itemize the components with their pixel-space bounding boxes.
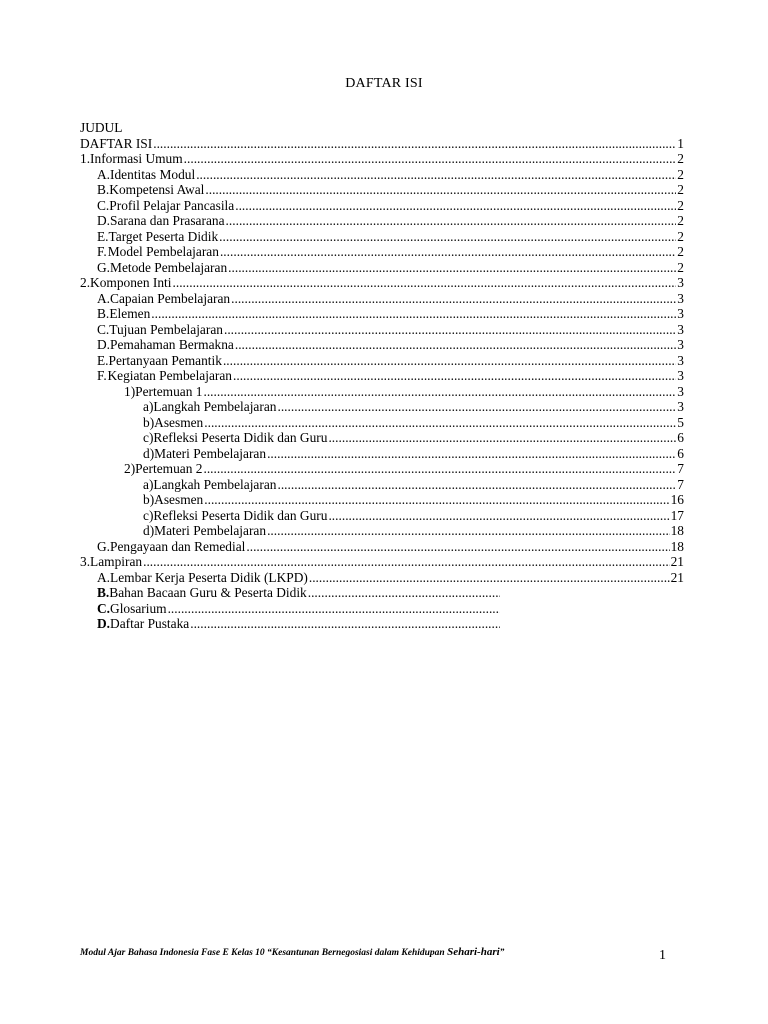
toc-dot-leader <box>204 415 676 431</box>
toc-entry <box>80 136 684 152</box>
footer-note <box>80 946 504 958</box>
toc-entry-marker: A. <box>97 166 111 182</box>
toc-entry <box>80 275 684 291</box>
toc-entry-label: Capaian Pembelajaran <box>110 290 231 306</box>
toc-entry-marker: a) <box>143 476 154 492</box>
toc-entry-marker: C. <box>97 321 110 337</box>
toc-dot-leader <box>231 291 676 307</box>
footer-text: Modul Ajar Bahasa Indonesia Fase E Kelas 10 “Kesantunan Bernegosiasi dalam Kehidupan <box>80 948 448 958</box>
toc-entry <box>80 260 684 276</box>
toc-entry <box>80 539 684 555</box>
toc-entry-label: Model Pembelajaran <box>107 244 219 259</box>
toc-entry-marker: b) <box>143 414 155 430</box>
toc-entry-label: Bahan Bacaan Guru & Peserta Didik <box>109 585 307 600</box>
toc-entry-page: 21 <box>670 569 684 585</box>
toc-entry-label: Pertemuan 2 <box>135 461 203 476</box>
toc-entry-marker: 2) <box>124 461 136 476</box>
toc-entry <box>80 151 684 167</box>
toc-entry-page: 3 <box>677 383 684 399</box>
toc-entry-marker: c) <box>143 507 154 523</box>
toc-entry-label: Refleksi Peserta Didik dan Guru <box>153 430 328 445</box>
toc-dot-leader <box>267 446 676 462</box>
toc-entry-marker: F. <box>97 368 107 383</box>
toc-dot-leader <box>190 616 500 632</box>
toc-entry-label: Target Peserta Didik <box>108 228 219 244</box>
toc-entry-page: 2 <box>677 151 684 166</box>
toc-entry-page: 2 <box>677 182 684 197</box>
toc-entry <box>80 244 684 260</box>
toc-entry-marker: D. <box>97 337 111 352</box>
toc-dot-leader <box>196 167 676 183</box>
toc-entry-marker: C. <box>97 600 111 616</box>
toc-entry-marker: E. <box>97 352 109 368</box>
toc-dot-leader <box>203 384 676 400</box>
toc-dot-leader <box>228 260 676 276</box>
toc-entry <box>80 291 684 307</box>
toc-dot-leader <box>235 337 676 353</box>
toc-entry-marker: c) <box>143 430 154 445</box>
toc-entry-marker: A. <box>97 569 111 585</box>
toc-dot-leader <box>220 244 676 260</box>
toc-entry-marker: 1) <box>124 383 136 399</box>
toc-entry-page: 1 <box>677 135 684 151</box>
toc-entry-page: 2 <box>677 228 684 244</box>
toc-entry <box>80 306 684 322</box>
toc-entry-label: JUDUL <box>80 120 123 135</box>
toc-entry <box>80 182 684 198</box>
toc-entry <box>80 616 501 632</box>
page-title: DAFTAR ISI <box>345 76 423 91</box>
toc-entry-marker: G. <box>97 259 111 275</box>
toc-entry <box>80 368 684 384</box>
toc-entry-label: Materi Pembelajaran <box>154 445 267 461</box>
toc-dot-leader <box>267 523 670 539</box>
toc-dot-leader <box>226 213 677 229</box>
toc-entry-label: Komponen Inti <box>90 275 172 290</box>
toc-dot-leader <box>309 570 670 586</box>
toc-entry-page: 18 <box>670 538 684 554</box>
toc-entry <box>80 554 684 570</box>
toc-entry <box>80 508 684 524</box>
toc-dot-leader <box>168 601 500 617</box>
toc-entry-label: Kompetensi Awal <box>109 182 205 197</box>
toc-entry-label: Lampiran <box>90 554 143 569</box>
toc-dot-leader <box>235 198 676 214</box>
toc-entry <box>80 384 684 400</box>
toc-entry-page: 16 <box>670 492 684 507</box>
toc-entry-page: 3 <box>677 368 684 383</box>
toc-entry-marker: C. <box>97 197 110 213</box>
toc-entry-page: 21 <box>670 554 684 569</box>
page-number: 1 <box>659 948 666 963</box>
toc-entry <box>80 446 684 462</box>
toc-entry-marker: D. <box>97 616 111 631</box>
toc-entry-label: Glosarium <box>110 600 167 616</box>
toc-entry-page: 6 <box>677 445 684 461</box>
toc-dot-leader <box>203 461 676 477</box>
toc-entry-label: Identitas Modul <box>110 166 196 182</box>
toc-entry <box>80 570 684 586</box>
toc-entry-marker: G. <box>97 538 111 554</box>
toc-entry-page: 3 <box>677 290 684 306</box>
toc-entry-label: Sarana dan Prasarana <box>110 213 225 228</box>
toc-entry-page: 2 <box>677 197 684 213</box>
toc-entry-page: 3 <box>677 321 684 337</box>
toc-entry-page: 3 <box>677 306 684 321</box>
toc-entry <box>80 353 684 369</box>
toc-entry-label: Daftar Pustaka <box>110 616 190 631</box>
toc-entry-page: 7 <box>677 476 684 492</box>
toc-entry-label: Asesmen <box>154 414 204 430</box>
toc-entry-label: Kegiatan Pembelajaran <box>107 368 233 383</box>
toc-entry-label: Asesmen <box>154 492 204 507</box>
toc-dot-leader <box>151 306 676 322</box>
toc-dot-leader <box>205 182 676 198</box>
toc-dot-leader <box>173 275 677 291</box>
toc-dot-leader <box>143 554 670 570</box>
toc-dot-leader <box>277 477 676 493</box>
toc-entry <box>80 430 684 446</box>
toc-entry-page: 3 <box>677 275 684 290</box>
toc-entry-label: Profil Pelajar Pancasila <box>109 197 235 213</box>
toc-entry <box>80 585 501 601</box>
toc-entry-label: Tujuan Pembelajaran <box>109 321 223 337</box>
toc-dot-leader <box>308 585 500 601</box>
toc-dot-leader <box>246 539 669 555</box>
footer-text-emphasis: Sehari-hari <box>447 946 500 958</box>
toc-entry <box>80 415 684 431</box>
toc-entry-marker: 3. <box>80 554 91 569</box>
toc-entry-page: 6 <box>677 430 684 445</box>
toc-entry-label: Refleksi Peserta Didik dan Guru <box>153 507 328 523</box>
toc-entry-page: 18 <box>670 523 684 538</box>
toc-dot-leader <box>328 430 676 446</box>
toc-entry <box>80 399 684 415</box>
toc-entry-label: Metode Pembelajaran <box>110 259 228 275</box>
toc-entry-label: Lembar Kerja Peserta Didik (LKPD) <box>110 569 308 585</box>
toc-entry-marker: D. <box>97 213 111 228</box>
toc-dot-leader <box>153 136 676 152</box>
toc-entry-label: DAFTAR ISI <box>80 135 153 151</box>
toc-entry <box>80 167 684 183</box>
toc-dot-leader <box>184 151 677 167</box>
toc-entry-marker: b) <box>143 492 155 507</box>
toc-entry <box>80 120 684 136</box>
toc-entry-label: Pertanyaan Pemantik <box>108 352 222 368</box>
toc-entry-page: 5 <box>677 414 684 430</box>
toc-entry-marker: B. <box>97 182 110 197</box>
toc-entry <box>80 198 684 214</box>
toc-entry-label: Pertemuan 1 <box>135 383 203 399</box>
toc-dot-leader <box>223 353 676 369</box>
toc-entry-marker: 2. <box>80 275 91 290</box>
toc-entry-page: 2 <box>677 213 684 228</box>
toc-entry-label: Pemahaman Bermakna <box>110 337 234 352</box>
toc-entry-page: 7 <box>677 461 684 476</box>
toc-dot-leader <box>224 322 676 338</box>
toc-entry <box>80 229 684 245</box>
toc-entry-page: 3 <box>677 337 684 352</box>
toc-entry-marker: E. <box>97 228 109 244</box>
toc-entry-marker: 1. <box>80 151 91 166</box>
toc-entry <box>80 601 501 617</box>
toc-entry <box>80 461 684 477</box>
footer-text-end: ” <box>499 948 505 958</box>
toc-dot-leader <box>204 492 669 508</box>
toc-dot-leader <box>277 399 676 415</box>
toc-entry <box>80 322 684 338</box>
toc-dot-leader <box>233 368 676 384</box>
toc-entry-label: Pengayaan dan Remedial <box>110 538 246 554</box>
toc-entry <box>80 523 684 539</box>
toc-entry-label: Informasi Umum <box>90 151 183 166</box>
toc-entry-marker: a) <box>143 399 154 414</box>
toc-entry-page: 17 <box>670 507 684 523</box>
toc-entry-page: 3 <box>677 352 684 368</box>
toc-entry-page: 2 <box>677 259 684 275</box>
toc-entry <box>80 477 684 493</box>
toc-entry-marker: d) <box>143 523 155 538</box>
toc-entry-marker: B. <box>97 585 110 600</box>
toc-entry-label: Materi Pembelajaran <box>154 523 267 538</box>
toc-entry-page: 2 <box>677 166 684 182</box>
toc-entry-label: Langkah Pembelajaran <box>153 476 277 492</box>
toc-entry-marker: d) <box>143 445 155 461</box>
toc-entry-marker: A. <box>97 290 111 306</box>
toc-entry <box>80 337 684 353</box>
toc-entry-page: 2 <box>677 244 684 259</box>
table-of-contents <box>80 120 684 632</box>
toc-entry-label: Elemen <box>109 306 151 321</box>
toc-dot-leader <box>219 229 676 245</box>
toc-entry <box>80 213 684 229</box>
toc-entry-marker: B. <box>97 306 110 321</box>
toc-entry-label: Langkah Pembelajaran <box>153 399 277 414</box>
toc-entry-marker: F. <box>97 244 107 259</box>
toc-entry-page: 3 <box>677 399 684 414</box>
toc-entry <box>80 492 684 508</box>
toc-dot-leader <box>328 508 669 524</box>
